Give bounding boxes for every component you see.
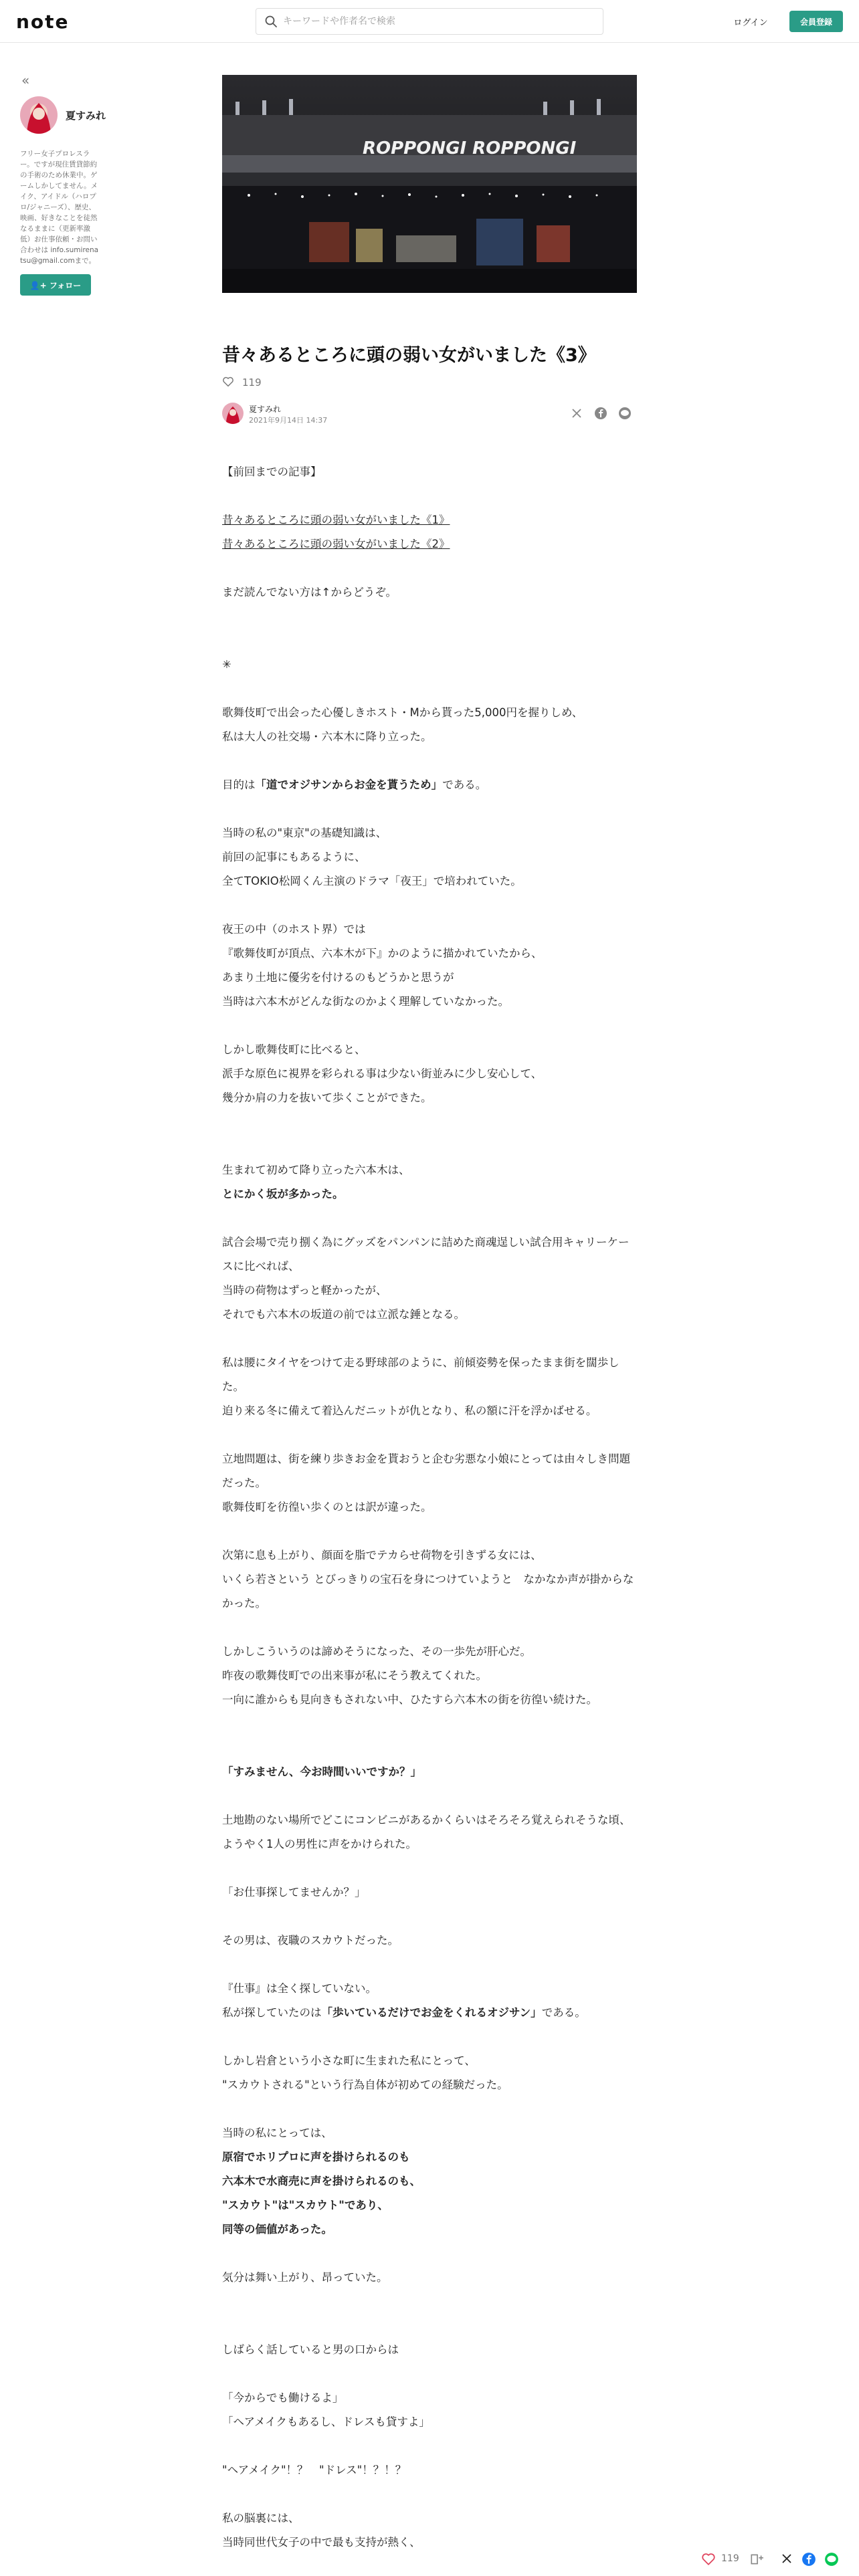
paragraph: 一向に誰からも見向きもされない中、ひたすら六本木の街を彷徨い続けた。 <box>222 1693 597 1706</box>
prev-article-link-2[interactable]: 昔々あるところに頭の弱い女がいました《2》 <box>222 538 450 550</box>
line-share-icon[interactable] <box>618 407 632 420</box>
paragraph: 目的は「道でオジサンからお金を貰うため」である。 <box>222 778 487 791</box>
paragraph: あまり土地に優劣を付けるのもどうかと思うが <box>222 971 454 984</box>
facebook-share-icon[interactable] <box>801 2552 816 2567</box>
section-separator: ✳︎ <box>222 658 231 671</box>
heart-icon[interactable] <box>222 376 234 388</box>
note-logo[interactable]: note <box>16 11 70 33</box>
paragraph: 土地勘のない場所でどこにコンビニがあるかくらいはそろそろ覚えられそうな頃、 <box>222 1814 631 1826</box>
paragraph: まだ読んでない方は↑からどうぞ。 <box>222 586 397 599</box>
paragraph: しかしこういうのは諦めそうになった、その一歩先が肝心だ。 <box>222 1645 531 1658</box>
paragraph: 試合会場で売り捌く為にグッズをパンパンに詰めた商魂逞しい試合用キャリーケースに比べれば、 <box>222 1236 630 1273</box>
paragraph: 当時の私にとっては、 <box>222 2127 332 2139</box>
search-icon <box>264 15 278 28</box>
paragraph: 歌舞伎町を彷徨い歩くのとは訳が違った。 <box>222 1501 432 1513</box>
paragraph: 当時の荷物はずっと軽かったが、 <box>222 1284 387 1297</box>
paragraph: 当時同世代女子の中で最も支持が熱く、 <box>222 2536 421 2549</box>
paragraph: 「ヘアメイクもあるし、ドレスも貸すよ」 <box>222 2416 430 2428</box>
x-share-icon[interactable] <box>570 407 583 420</box>
heart-icon[interactable] <box>701 2552 716 2567</box>
paragraph: しかし岩倉という小さな町に生まれた私にとって、 <box>222 2054 476 2067</box>
paragraph: 当時の私の"東京"の基礎知識は、 <box>222 827 387 839</box>
follow-label: フォロー <box>49 280 82 290</box>
paragraph: 立地問題は、街を練り歩きお金を貰おうと企む劣悪な小娘にとっては由々しき問題だった。 <box>222 1453 631 1489</box>
article-body <box>222 460 637 2555</box>
paragraph: 【前回までの記事】 <box>222 465 322 478</box>
prev-article-link-1[interactable]: 昔々あるところに頭の弱い女がいました《1》 <box>222 514 450 526</box>
paragraph: いくら若さという とびっきりの宝石を身につけていようと なかなか声が掛からなかった。 <box>222 1573 634 1610</box>
paragraph: 『仕事』は全く探していない。 <box>222 1982 377 1995</box>
paragraph: 幾分か肩の力を抜いて歩くことができた。 <box>222 1091 432 1104</box>
paragraph: 同等の価値があった。 <box>222 2223 332 2236</box>
publish-date: 2021年9月14日 14:37 <box>249 416 328 425</box>
paragraph: 私は腰にタイヤをつけて走る野球部のように、前傾姿勢を保ったまま街を闊歩した。 <box>222 1356 619 1393</box>
paragraph: 「今からでも働けるよ」 <box>222 2391 344 2404</box>
paragraph: 全てTOKIO松岡くん主演のドラマ「夜王」で培われていた。 <box>222 875 522 887</box>
paragraph: 私が探していたのは「歩いているだけでお金をくれるオジサン」である。 <box>222 2006 586 2019</box>
paragraph: 迫り来る冬に備えて着込んだニットが仇となり、私の額に汗を浮かばせる。 <box>222 1404 597 1417</box>
paragraph: 気分は舞い上がり、昂っていた。 <box>222 2271 388 2284</box>
paragraph: その男は、夜職のスカウトだった。 <box>222 1934 399 1947</box>
byline-avatar[interactable] <box>222 403 244 424</box>
floating-action-bar <box>696 2549 859 2569</box>
paragraph: 夜王の中（のホスト界）では <box>222 923 366 936</box>
paragraph: 前回の記事にもあるように、 <box>222 851 366 863</box>
collapse-sidebar-icon[interactable]: « <box>21 72 30 88</box>
magazine-add-icon[interactable] <box>749 2552 764 2567</box>
paragraph: 六本木で水商売に声を掛けられるのも、 <box>222 2175 421 2187</box>
paragraph: しばらく話していると男の口からは <box>222 2343 399 2356</box>
paragraph: "スカウト"は"スカウト"であり、 <box>222 2199 389 2212</box>
byline-author[interactable]: 夏すみれ <box>249 405 282 414</box>
follow-button[interactable] <box>20 274 91 296</box>
x-share-icon[interactable] <box>780 2552 793 2565</box>
login-button[interactable]: ログイン <box>723 12 779 31</box>
paragraph: 昨夜の歌舞伎町での出来事が私にそう教えてくれた。 <box>222 1669 487 1682</box>
paragraph: それでも六本木の坂道の前では立派な錘となる。 <box>222 1308 465 1321</box>
floating-like-count: 119 <box>721 2553 739 2564</box>
paragraph: 当時は六本木がどんな街なのかよく理解していなかった。 <box>222 995 509 1008</box>
paragraph: 原宿でホリプロに声を掛けられるのも <box>222 2151 410 2163</box>
paragraph: 『歌舞伎町が頂点、六本木が下』かのように描かれていたから、 <box>222 947 543 960</box>
paragraph: しかし歌舞伎町に比べると、 <box>222 1043 366 1056</box>
paragraph: "ヘアメイク"！？ "ドレス"！？！？ <box>222 2464 407 2476</box>
signup-button[interactable]: 会員登録 <box>789 11 843 32</box>
search-input[interactable] <box>283 9 597 34</box>
paragraph: 歌舞伎町で出会った心優しきホスト・Mから貰った5,000円を握りしめ、 <box>222 706 583 719</box>
author-avatar[interactable] <box>20 96 58 134</box>
site-header <box>0 0 859 43</box>
hero-image <box>222 75 637 293</box>
paragraph: 「お仕事探してませんか？」 <box>222 1886 366 1899</box>
line-share-icon[interactable] <box>824 2552 839 2567</box>
paragraph: 私は大人の社交場・六本木に降り立った。 <box>222 730 432 743</box>
paragraph: "スカウトされる"という行為自体が初めての経験だった。 <box>222 2078 508 2091</box>
paragraph: 私の脳裏には、 <box>222 2512 300 2525</box>
author-name[interactable]: 夏すみれ <box>66 110 106 122</box>
paragraph: ようやく1人の男性に声をかけられた。 <box>222 1838 417 1850</box>
paragraph: 次第に息も上がり、顔面を脂でテカらせ荷物を引きずる女には、 <box>222 1549 542 1562</box>
person-plus-icon: 👤+ <box>29 280 47 290</box>
author-bio: フリー女子プロレスラー。ですが現住賃貸節約の手術のため休業中。ゲームしかしてません。メイク、アイドル（ハロプロ/ジャニーズ）、歴史、映画、好きなことを徒然なるままに（更新率激低）お仕事依頼・お問い合わせは info.sumirenatsu@gmail.comまで。 <box>20 150 99 265</box>
paragraph: とにかく坂が多かった。 <box>222 1188 344 1200</box>
article-title: 昔々あるところに頭の弱い女がいました《3》 <box>222 345 596 366</box>
paragraph: 派手な原色に視界を彩られる事は少ない街並みに少し安心して、 <box>222 1067 543 1080</box>
paragraph: 「すみません、今お時間いいですか？」 <box>222 1765 421 1778</box>
search-box[interactable] <box>256 8 603 35</box>
paragraph: 生まれて初めて降り立った六本木は、 <box>222 1164 410 1176</box>
like-count: 119 <box>242 377 262 389</box>
like-counter[interactable] <box>222 376 262 391</box>
roppongi-sign: ROPPONGI ROPPONGI <box>363 138 577 158</box>
article-byline <box>222 401 637 425</box>
facebook-share-icon[interactable] <box>594 407 607 420</box>
